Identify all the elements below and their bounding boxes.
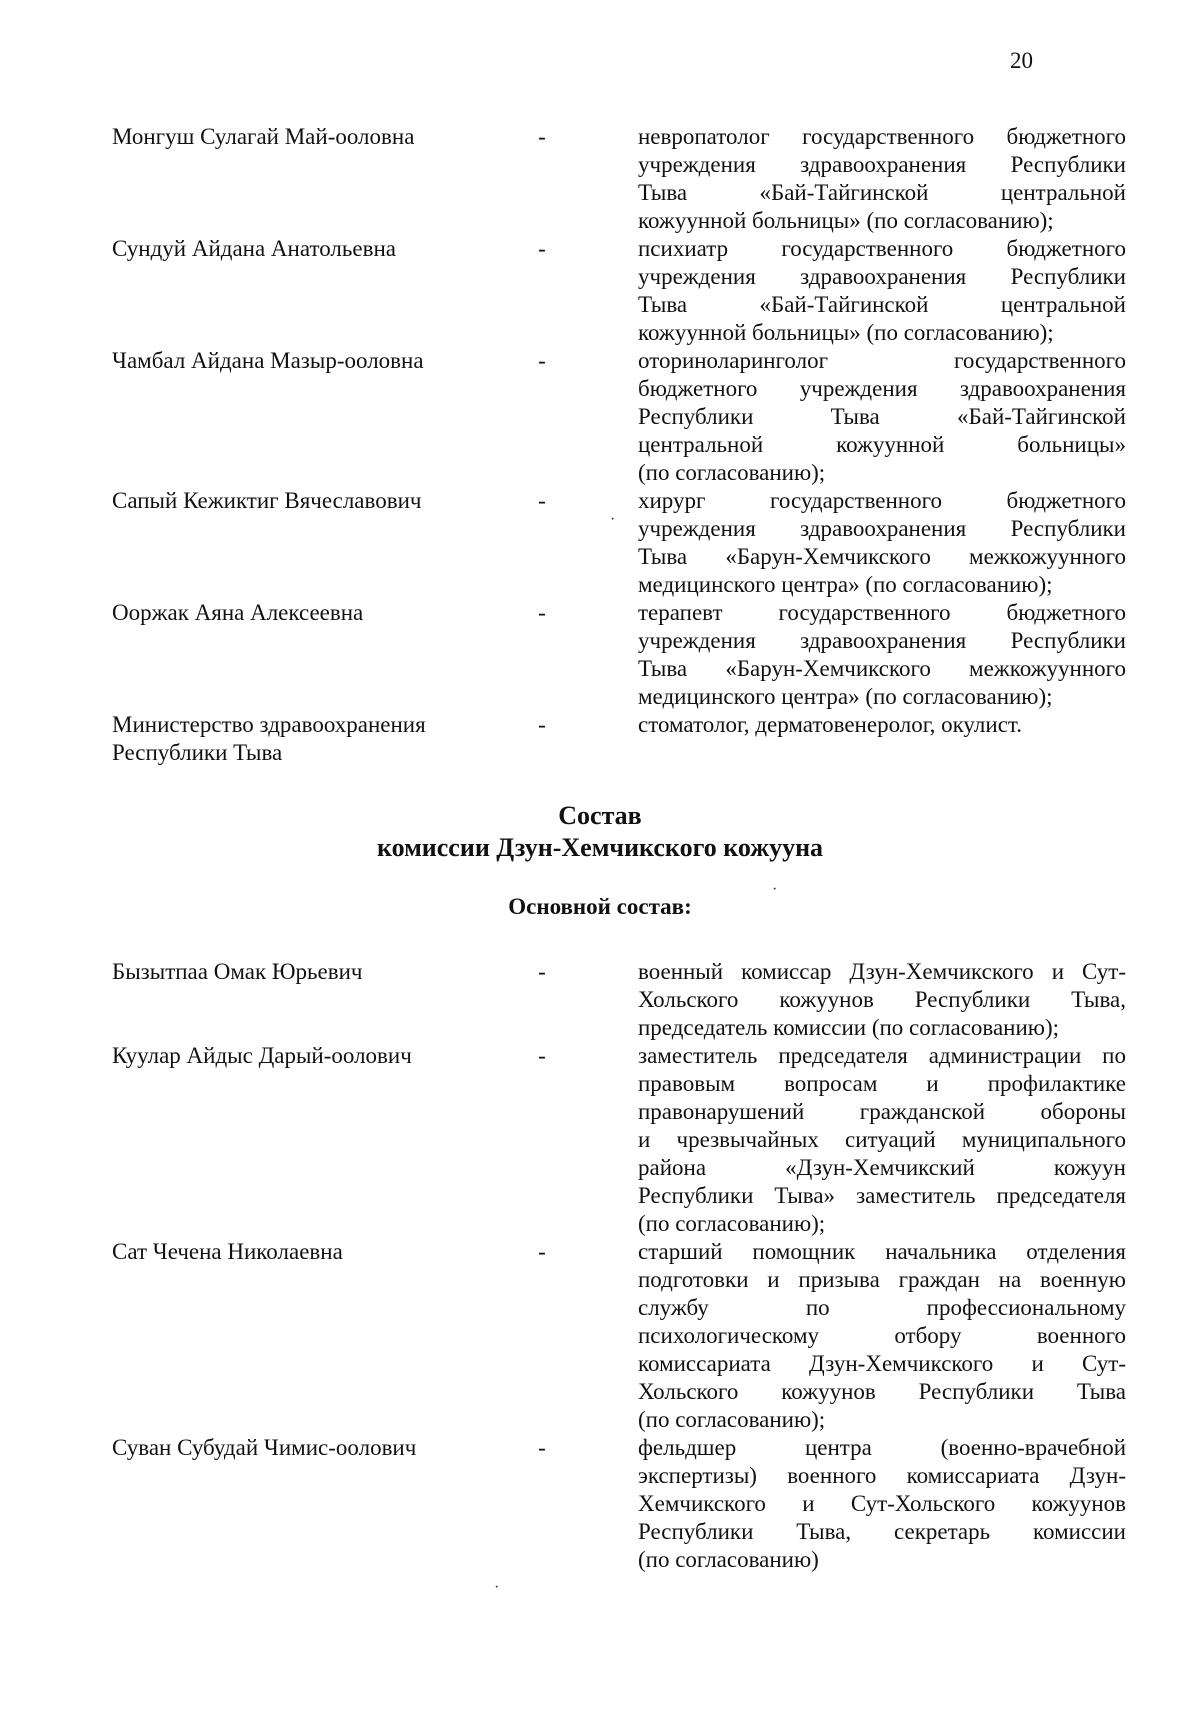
member-role xyxy=(638,487,1126,599)
member-name: Ооржак Аяна Алексеевна xyxy=(112,600,364,625)
role-line: Республики Тыва» заместитель председателя xyxy=(638,1183,1126,1208)
role-line: (по согласованию) xyxy=(638,1547,819,1572)
role-line: психиатр государственного бюджетного xyxy=(638,236,1126,261)
role-line: психологическому отбору военного xyxy=(638,1323,1126,1348)
separator-dash: - xyxy=(538,959,546,984)
member-name: Суван Субудай Чимис-оолович xyxy=(112,1435,417,1460)
section-title: Состав xyxy=(558,801,642,830)
role-line: района «Дзун-Хемчикский кожуун xyxy=(638,1155,1126,1180)
role-line: центральной кожуунной больницы» xyxy=(638,432,1126,457)
role-line: Хольского кожуунов Республики Тыва xyxy=(638,1379,1126,1404)
role-line: фельдшер центра (военно-врачебной xyxy=(638,1435,1126,1460)
role-line: Республики Тыва «Бай-Тайгинской xyxy=(638,404,1126,429)
separator-dash: - xyxy=(538,488,546,513)
role-line: оториноларинголог государственного xyxy=(638,348,1126,373)
scan-speck: · xyxy=(772,881,778,898)
role-line: бюджетного учреждения здравоохранения xyxy=(638,376,1126,401)
role-line: Тыва «Барун-Хемчикского межкожуунного xyxy=(638,544,1126,569)
member-role xyxy=(638,1042,1126,1238)
role-line: медицинского центра» (по согласованию); xyxy=(638,572,1053,597)
role-line: Тыва «Бай-Тайгинской центральной xyxy=(638,292,1126,317)
member-name: Куулар Айдыс Дарый-оолович xyxy=(112,1043,412,1068)
member-role xyxy=(638,1238,1126,1434)
role-line: Хольского кожуунов Республики Тыва, xyxy=(638,987,1126,1012)
role-line: Тыва «Барун-Хемчикского межкожуунного xyxy=(638,656,1126,681)
role-line: учреждения здравоохранения Республики xyxy=(638,516,1126,541)
name-line: Министерство здравоохранения xyxy=(112,712,426,737)
member-name: Сундуй Айдана Анатольевна xyxy=(112,236,396,261)
role-line: службу по профессиональному xyxy=(638,1295,1126,1320)
member-name: Сапый Кежиктиг Вячеславович xyxy=(112,488,422,513)
role-line: учреждения здравоохранения Республики xyxy=(638,152,1126,177)
member-role xyxy=(638,235,1126,347)
name-line: Республики Тыва xyxy=(112,740,283,765)
member-name xyxy=(112,711,472,767)
role-line: военный комиссар Дзун-Хемчикского и Сут- xyxy=(638,959,1126,984)
member-name: Монгуш Сулагай Май-ооловна xyxy=(112,124,415,149)
role-line: старший помощник начальника отделения xyxy=(638,1239,1126,1264)
role-line: учреждения здравоохранения Республики xyxy=(638,628,1126,653)
role-line: Республики Тыва, секретарь комиссии xyxy=(638,1519,1126,1544)
role-line: терапевт государственного бюджетного xyxy=(638,600,1126,625)
role-line: (по согласованию); xyxy=(638,1211,826,1236)
role-line: правовым вопросам и профилактике xyxy=(638,1071,1126,1096)
role-line: невропатолог государственного бюджетного xyxy=(638,124,1126,149)
member-role xyxy=(638,958,1126,1042)
separator-dash: - xyxy=(538,1435,546,1460)
role-line: хирург государственного бюджетного xyxy=(638,488,1126,513)
scan-speck: · xyxy=(494,1579,500,1596)
separator-dash: - xyxy=(538,1239,546,1264)
member-role xyxy=(638,123,1126,235)
role-line: медицинского центра» (по согласованию); xyxy=(638,684,1053,709)
role-line: подготовки и призыва граждан на военную xyxy=(638,1267,1126,1292)
member-name: Сат Чечена Николаевна xyxy=(112,1239,343,1264)
separator-dash: - xyxy=(538,236,546,261)
separator-dash: - xyxy=(538,348,546,373)
separator-dash: - xyxy=(538,712,546,737)
role-line: Тыва «Бай-Тайгинской центральной xyxy=(638,180,1126,205)
section-subtitle: комиссии Дзун-Хемчикского кожууна xyxy=(376,833,824,862)
role-line: Хемчикского и Сут-Хольского кожуунов xyxy=(638,1491,1126,1516)
scan-speck: · xyxy=(610,511,616,528)
page-number: 20 xyxy=(1010,48,1033,73)
separator-dash: - xyxy=(538,124,546,149)
member-role xyxy=(638,347,1126,487)
separator-dash: - xyxy=(538,1043,546,1068)
separator-dash: - xyxy=(538,600,546,625)
role-line: стоматолог, дерматовенеролог, окулист. xyxy=(638,712,1022,737)
composition-label: Основной состав: xyxy=(508,894,692,919)
member-name: Чамбал Айдана Мазыр-ооловна xyxy=(112,348,424,373)
role-line: и чрезвычайных ситуаций муниципального xyxy=(638,1127,1126,1152)
role-line: учреждения здравоохранения Республики xyxy=(638,264,1126,289)
role-line: экспертизы) военного комиссариата Дзун- xyxy=(638,1463,1126,1488)
role-line: правонарушений гражданской обороны xyxy=(638,1099,1126,1124)
role-line: кожуунной больницы» (по согласованию); xyxy=(638,208,1054,233)
member-role xyxy=(638,599,1126,711)
role-line: кожуунной больницы» (по согласованию); xyxy=(638,320,1054,345)
member-role xyxy=(638,711,1126,739)
role-line: председатель комиссии (по согласованию); xyxy=(638,1015,1060,1040)
role-line: (по согласованию); xyxy=(638,460,826,485)
role-line: заместитель председателя администрации по xyxy=(638,1043,1126,1068)
member-role xyxy=(638,1434,1126,1574)
role-line: комиссариата Дзун-Хемчикского и Сут- xyxy=(638,1351,1126,1376)
member-name: Бызытпаа Омак Юрьевич xyxy=(112,959,363,984)
role-line: (по согласованию); xyxy=(638,1407,826,1432)
